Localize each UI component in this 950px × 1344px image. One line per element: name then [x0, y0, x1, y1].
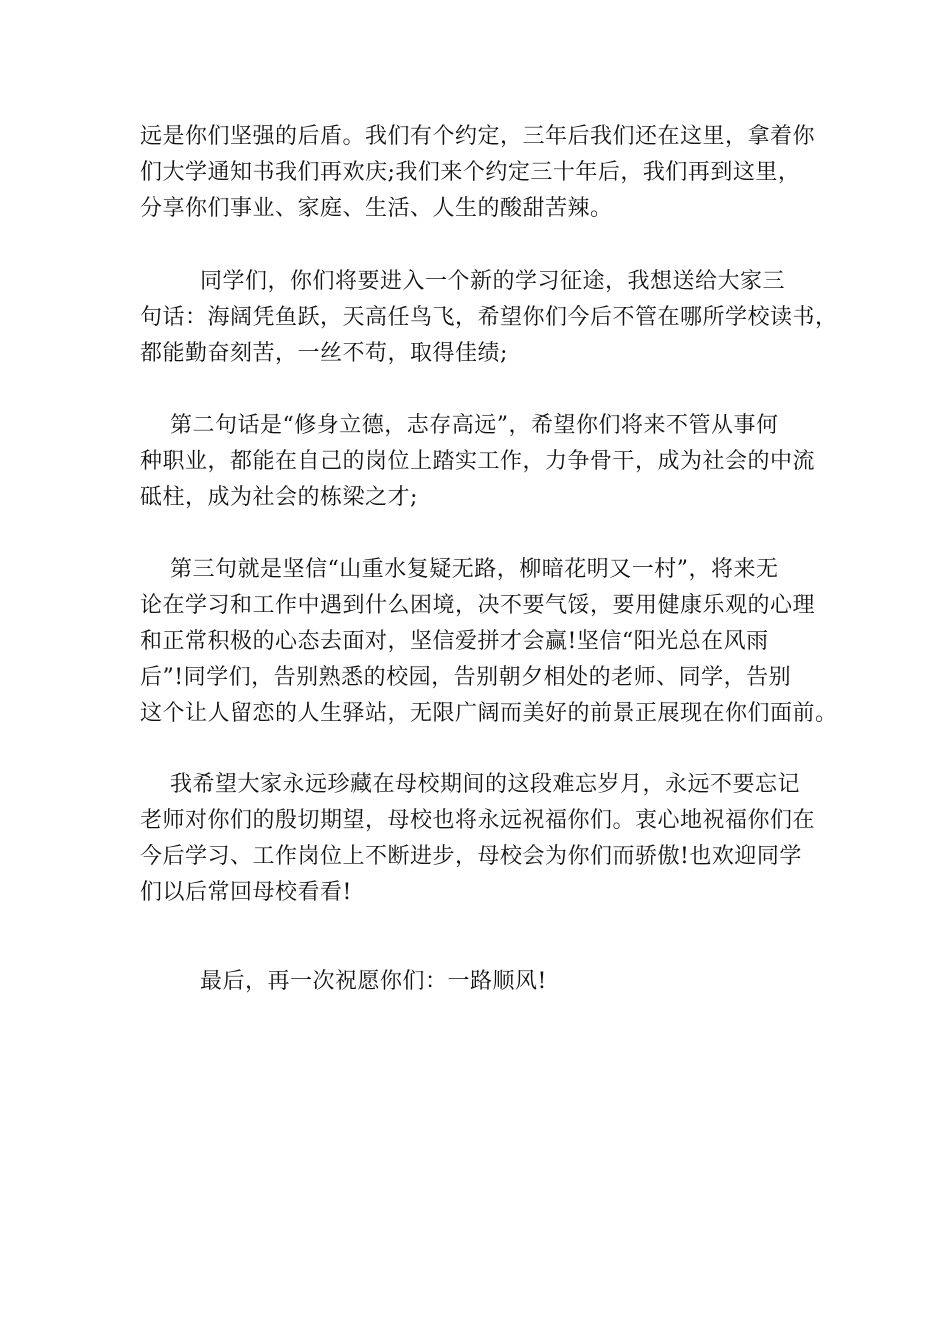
text-line: 我希望大家永远珍藏在母校期间的这段难忘岁月，永远不要忘记	[140, 772, 800, 797]
text-line: 种职业，都能在自己的岗位上踏实工作，力争骨干，成为社会的中流	[140, 449, 816, 474]
text-line: 最后，再一次祝愿你们：一路顺风!	[140, 969, 547, 994]
text-line: 句话：海阔凭鱼跃，天高任鸟飞，希望你们今后不管在哪所学校读书，	[140, 305, 838, 330]
text-line: 和正常积极的心态去面对，坚信爱拼才会赢!坚信“阳光总在风雨	[140, 629, 769, 654]
text-line: 这个让人留恋的人生驿站，无限广阔而美好的前景正展现在你们面前。	[140, 701, 838, 726]
text-line: 老师对你们的殷切期望，母校也将永远祝福你们。衷心地祝福你们在	[140, 808, 816, 833]
text-line: 今后学习、工作岗位上不断进步，母校会为你们而骄傲!也欢迎同学	[140, 844, 802, 869]
text-line: 第三句就是坚信“山重水复疑无路，柳暗花明又一村”，将来无	[140, 557, 779, 582]
text-line: 后”!同学们，告别熟悉的校园，告别朝夕相处的老师、同学，告别	[140, 665, 792, 690]
text-line: 砥柱，成为社会的栋梁之才;	[140, 485, 418, 510]
text-line: 们大学通知书我们再欢庆;我们来个约定三十年后，我们再到这里，	[140, 160, 801, 185]
text-line: 第二句话是“修身立德，志存高远”，希望你们将来不管从事何	[140, 413, 779, 438]
paragraph-3	[140, 408, 830, 516]
paragraph-6-closing	[140, 964, 830, 1000]
paragraph-4	[140, 552, 838, 732]
text-line: 远是你们坚强的后盾。我们有个约定，三年后我们还在这里，拿着你	[140, 124, 816, 149]
paragraph-5	[140, 767, 830, 911]
text-line: 们以后常回母校看看!	[140, 880, 352, 905]
text-line: 分享你们事业、家庭、生活、人生的酸甜苦辣。	[140, 196, 613, 221]
text-line: 都能勤奋刻苦，一丝不苟，取得佳绩;	[140, 341, 508, 366]
text-line: 同学们，你们将要进入一个新的学习征途，我想送给大家三	[140, 269, 785, 294]
paragraph-2	[140, 264, 838, 372]
paragraph-1	[140, 119, 830, 227]
text-line: 论在学习和工作中遇到什么困境，决不要气馁，要用健康乐观的心理	[140, 593, 816, 618]
